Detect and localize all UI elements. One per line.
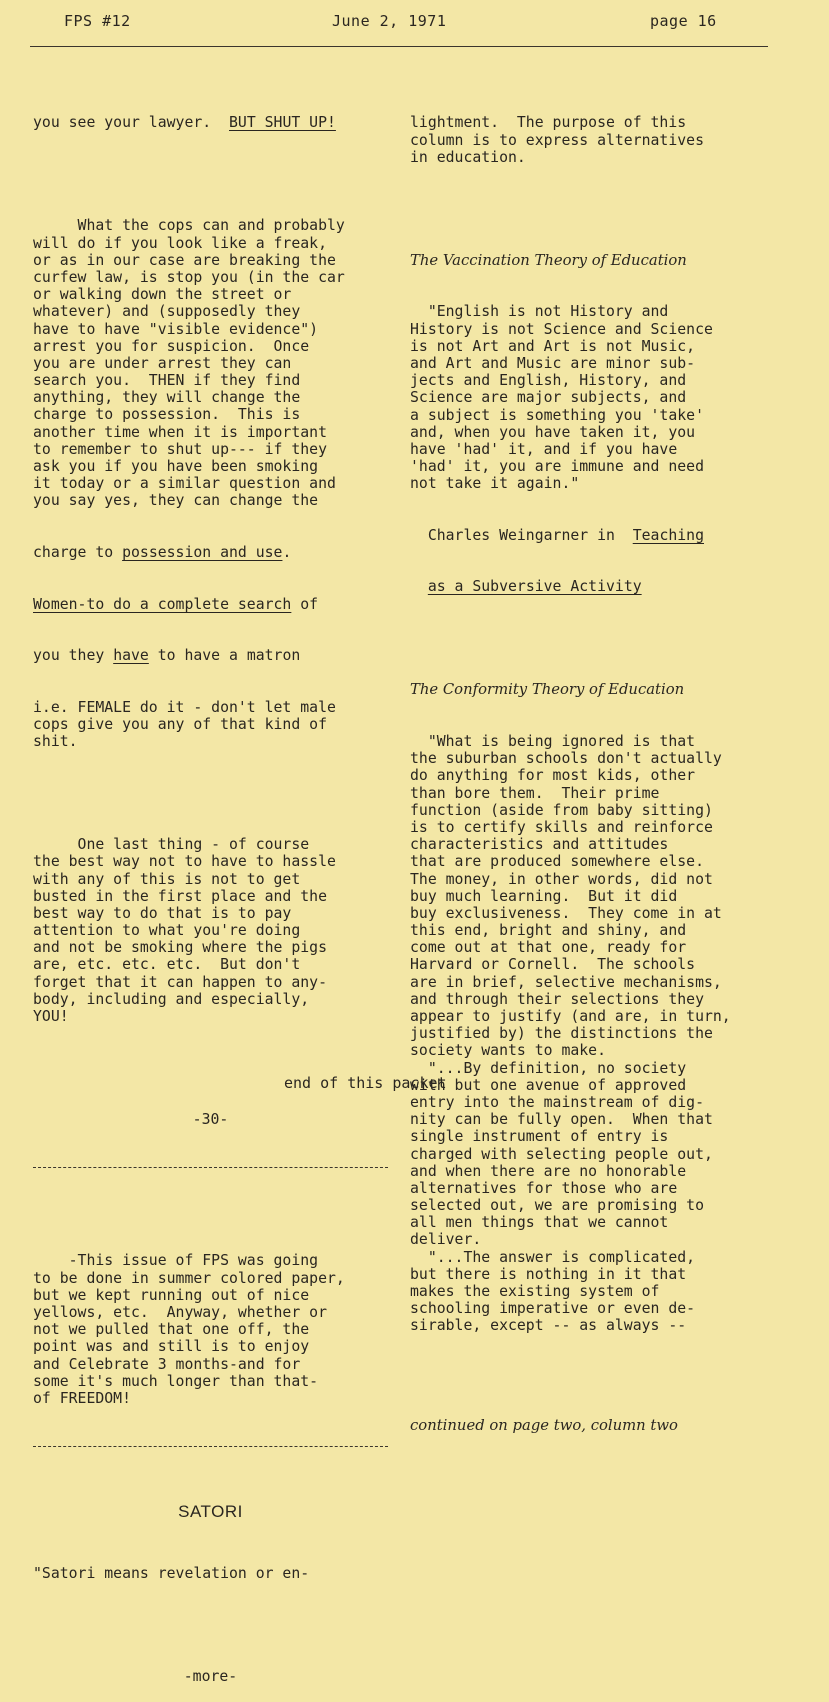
text-line: in education.: [410, 148, 526, 166]
text-line: with any of this is not to get: [33, 870, 301, 888]
text-line: "What is being ignored is that: [410, 733, 696, 751]
conformity-quote: [410, 733, 782, 1335]
continued-note: continued on page two, column two: [410, 1417, 678, 1435]
text-line: column is to express alternatives: [410, 131, 704, 149]
text-line: whatever) and (supposedly they: [33, 303, 301, 321]
text-line: it today or a similar question and: [33, 475, 336, 493]
header-publication: FPS #12: [64, 12, 131, 30]
text-line: sirable, except -- as always --: [410, 1317, 687, 1335]
text-line: have to have "visible evidence"): [33, 320, 319, 338]
text-line: of FREEDOM!: [33, 1389, 131, 1407]
text-line: to remember to shut up--- if they: [33, 440, 327, 458]
text-line: yellows, etc. Anyway, whether or: [33, 1304, 327, 1321]
text-line: "English is not History and: [410, 303, 669, 321]
more-marker: -more-: [183, 1667, 238, 1685]
dashed-divider: [33, 1167, 388, 1168]
text-line: are, etc. etc. etc. But don't: [33, 956, 301, 974]
text-line: this end, bright and shiny, and: [410, 922, 687, 940]
text-line: and Art and Music are minor sub-: [410, 354, 696, 372]
text-line: and, when you have taken it, you: [410, 423, 696, 441]
text-line: single instrument of entry is: [410, 1128, 669, 1146]
text-line: "...The answer is complicated,: [410, 1248, 696, 1266]
text-line: entry into the mainstream of dig-: [410, 1093, 704, 1111]
text-line: and Celebrate 3 months-and for: [33, 1355, 301, 1373]
citation-title: as a Subversive Activity: [427, 578, 642, 596]
text-line: lightment. The purpose of this: [410, 114, 687, 132]
right-column: [410, 80, 782, 1452]
conformity-heading: The Conformity Theory of Education: [410, 681, 685, 699]
text-line: charge to possession. This is: [33, 406, 301, 424]
text-line: and not be smoking where the pigs: [33, 939, 327, 957]
text-line: cops give you any of that kind of: [33, 715, 327, 733]
text-line: search you. THEN if they find: [33, 372, 301, 390]
text-line: schooling imperative or even de-: [410, 1300, 696, 1318]
paragraph-issue-note: [33, 1252, 391, 1407]
citation: Charles Weingarner in Teaching: [410, 526, 704, 544]
text-line: is not Art and Art is not Music,: [410, 337, 696, 355]
vaccination-heading: The Vaccination Theory of Education: [410, 251, 687, 269]
text-line: "Satori means revelation or en-: [33, 1564, 310, 1582]
text-line: but there is nothing in it that: [410, 1265, 687, 1283]
text-line: What the cops can and probably: [33, 217, 345, 235]
text-line: selected out, we are promising to: [410, 1197, 704, 1215]
satori-heading: SATORI: [178, 1501, 243, 1521]
section-number: -30-: [192, 1111, 229, 1129]
text-line: that are produced somewhere else.: [410, 853, 704, 871]
text-line: a subject is something you 'take': [410, 406, 704, 424]
footer-note: end of this packet: [284, 1074, 447, 1092]
text-line: charge to possession and use.: [33, 544, 292, 561]
text-line: do anything for most kids, other: [410, 767, 696, 785]
text-line: shit.: [33, 733, 78, 751]
text-line: not take it again.": [410, 475, 580, 493]
text-line: History is not Science and Science: [410, 320, 713, 338]
text-line: "...By definition, no society: [410, 1059, 687, 1077]
text-line: Science are major subjects, and: [410, 389, 687, 407]
text-line: attention to what you're doing: [33, 922, 301, 940]
text-line: charged with selecting people out,: [410, 1145, 713, 1163]
text-line: have 'had' it, and if you have: [410, 440, 678, 458]
text-line: are in brief, selective mechanisms,: [410, 973, 722, 991]
text-line: than bore them. Their prime: [410, 784, 660, 802]
text-line: curfew law, is stop you (in the car: [33, 268, 345, 286]
text-line: to be done in summer colored paper,: [33, 1269, 345, 1287]
text-line: best way to do that is to pay: [33, 904, 292, 922]
text-line: -This issue of FPS was going: [33, 1252, 319, 1270]
text-line: YOU!: [33, 1008, 69, 1026]
text-line: nity can be fully open. When that: [410, 1111, 713, 1129]
text-line: society wants to make.: [410, 1042, 606, 1060]
text-line: buy much learning. But it did: [410, 887, 678, 905]
text-line: appear to justify (and are, in turn,: [410, 1008, 731, 1026]
text-line: 'had' it, you are immune and need: [410, 458, 704, 476]
text-line: is to certify skills and reinforce: [410, 818, 713, 836]
left-column: [33, 80, 391, 1702]
text-line: justified by) the distinctions the: [410, 1025, 713, 1043]
dashed-divider: [33, 1446, 388, 1447]
text-line: The money, in other words, did not: [410, 870, 713, 888]
text-line: the suburban schools don't actually: [410, 750, 722, 768]
paragraph-police: [33, 217, 391, 509]
text-line: function (aside from baby sitting): [410, 801, 713, 819]
text-line: buy exclusiveness. They come in at: [410, 904, 722, 922]
text-line: with but one avenue of approved: [410, 1076, 687, 1094]
text-line: characteristics and attitudes: [410, 836, 669, 854]
text-line: anything, they will change the: [33, 389, 301, 407]
text-line: some it's much longer than that-: [33, 1372, 319, 1390]
text-line: come out at that one, ready for: [410, 939, 687, 957]
text-line: alternatives for those who are: [410, 1179, 678, 1197]
text-line: or walking down the street or: [33, 286, 292, 304]
text-line: Harvard or Cornell. The schools: [410, 956, 696, 974]
text-line: you say yes, they can change the: [33, 492, 319, 510]
text-line: another time when it is important: [33, 423, 327, 441]
text-line: i.e. FEMALE do it - don't let male: [33, 698, 336, 716]
text-line: makes the existing system of: [410, 1283, 660, 1301]
text-line: ask you if you have been smoking: [33, 458, 319, 476]
text-line: but we kept running out of nice: [33, 1286, 310, 1304]
text-line: will do if you look like a freak,: [33, 234, 327, 252]
text-line: forget that it can happen to any-: [33, 973, 327, 991]
text-line: One last thing - of course: [33, 836, 310, 854]
text-line: Women-to do a complete search of: [33, 595, 319, 613]
text-line: or as in our case are breaking the: [33, 251, 336, 269]
header-page-number: page 16: [650, 12, 717, 30]
text-line: all men things that we cannot: [410, 1214, 669, 1232]
text-line: jects and English, History, and: [410, 372, 687, 390]
header-date: June 2, 1971: [332, 12, 447, 30]
text-line: the best way not to have to hassle: [33, 853, 336, 871]
text-line: you are under arrest they can: [33, 354, 292, 372]
text-line: not we pulled that one off, the: [33, 1321, 310, 1339]
header-rule: [30, 46, 768, 47]
text-line: and when there are no honorable: [410, 1162, 687, 1180]
text-line: deliver.: [410, 1231, 482, 1249]
text-line: arrest you for suspicion. Once: [33, 337, 310, 355]
text-line: and through their selections they: [410, 990, 704, 1008]
vaccination-quote: [410, 303, 782, 492]
text-line: you see your lawyer. BUT SHUT UP!: [33, 114, 336, 132]
text-line: body, including and especially,: [33, 990, 310, 1008]
paragraph-intro: [410, 114, 782, 166]
text-line: point was and still is to enjoy: [33, 1338, 310, 1356]
paragraph-police-end: [33, 699, 391, 751]
text-line: you they have to have a matron: [33, 647, 301, 665]
text-line: busted in the first place and the: [33, 887, 327, 905]
paragraph-last-thing: [33, 836, 391, 1025]
